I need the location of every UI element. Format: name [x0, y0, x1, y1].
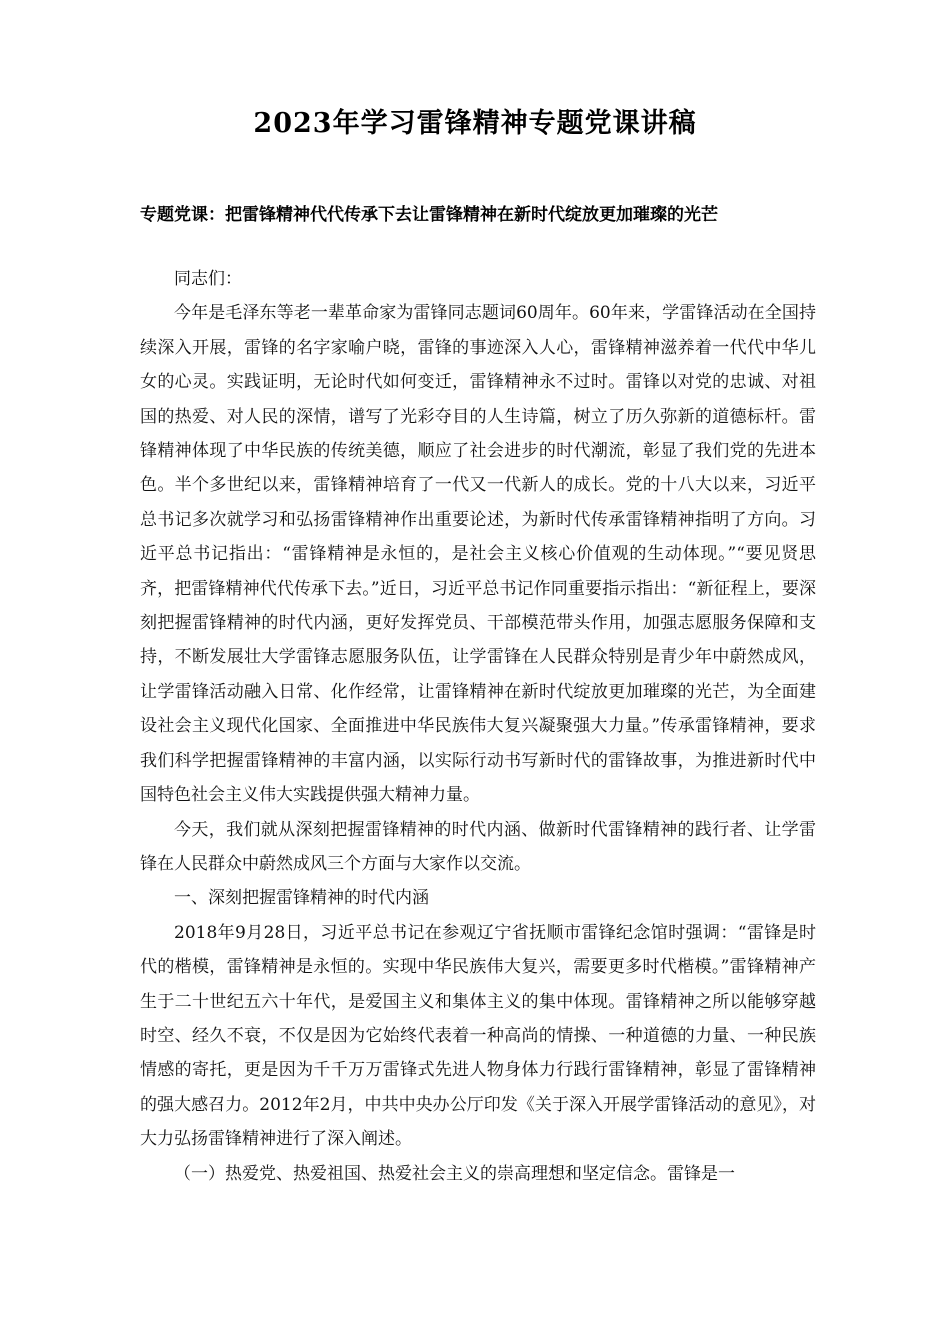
body-paragraph: （一）热爱党、热爱祖国、热爱社会主义的崇高理想和坚定信念。雷锋是一 — [174, 1163, 735, 1184]
body-paragraph: 2018年9月28日，习近平总书记在参观辽宁省抚顺市雷锋纪念馆时强调：“雷锋是时代的楷模，雷锋精神是永恒的。实现中华民族伟大复兴，需要更多时代楷模。”雷锋精神产生于二十世纪五六十年代，是爱国主义和集体主义的集中体现。雷锋精神之所以能够穿越时空、经久不衰，不仅是因为它始终代表着一种高尚的情操、一种道德的力量、一种民族情感的寄托，更是因为千千万万雷锋式先进人物身体力行践行雷锋精神，彰显了雷锋精神的强大感召力。2012年2月，中共中央办公厅印发《关于深入开展学雷锋活动的意见》，对大力弘扬雷锋精神进行了深入阐述。 — [140, 922, 816, 1150]
section-heading: 一、深刻把握雷锋精神的时代内涵 — [174, 888, 429, 909]
document-subtitle: 专题党课：把雷锋精神代代传承下去让雷锋精神在新时代绽放更加璀璨的光芒 — [140, 205, 718, 225]
body-paragraph: 今年是毛泽东等老一辈革命家为雷锋同志题词60周年。60年来，学雷锋活动在全国持续深入开展，雷锋的名字家喻户晓，雷锋的事迹深入人心，雷锋精神滋养着一代代中华儿女的心灵。实践证明，无论时代如何变迁，雷锋精神永不过时。雷锋以对党的忠诚、对祖国的热爱、对人民的深情，谱写了光彩夺目的人生诗篇，树立了历久弥新的道德标杆。雷锋精神体现了中华民族的传统美德，顺应了社会进步的时代潮流，彰显了我们党的先进本色。半个多世纪以来，雷锋精神培育了一代又一代新人的成长。党的十八大以来，习近平总书记多次就学习和弘扬雷锋精神作出重要论述，为新时代传承雷锋精神指明了方向。习近平总书记指出：“雷锋精神是永恒的，是社会主义核心价值观的生动体现。”“要见贤思齐，把雷锋精神代代传承下去。”近日，习近平总书记作同重要指示指出：“新征程上，要深刻把握雷锋精神的时代内涵，更好发挥党员、干部模范带头作用，加强志愿服务保障和支持，不断发展壮大学雷锋志愿服务队伍，让学雷锋在人民群众特别是青少年中蔚然成风，让学雷锋活动融入日常、化作经常，让雷锋精神在新时代绽放更加璀璨的光芒，为全面建设社会主义现代化国家、全面推进中华民族伟大复兴凝聚强大力量。”传承雷锋精神，要求我们科学把握雷锋精神的丰富内涵，以实际行动书写新时代的雷锋故事，为推进新时代中国特色社会主义伟大实践提供强大精神力量。 — [140, 303, 816, 806]
document-body — [140, 262, 816, 1191]
document-title: 2023年学习雷锋精神专题党课讲稿 — [253, 108, 697, 139]
body-paragraph: 今天，我们就从深刻把握雷锋精神的时代内涵、做新时代雷锋精神的践行者、让学雷锋在人民群众中蔚然成风三个方面与大家作以交流。 — [140, 819, 816, 874]
salutation: 同志们： — [174, 269, 242, 289]
